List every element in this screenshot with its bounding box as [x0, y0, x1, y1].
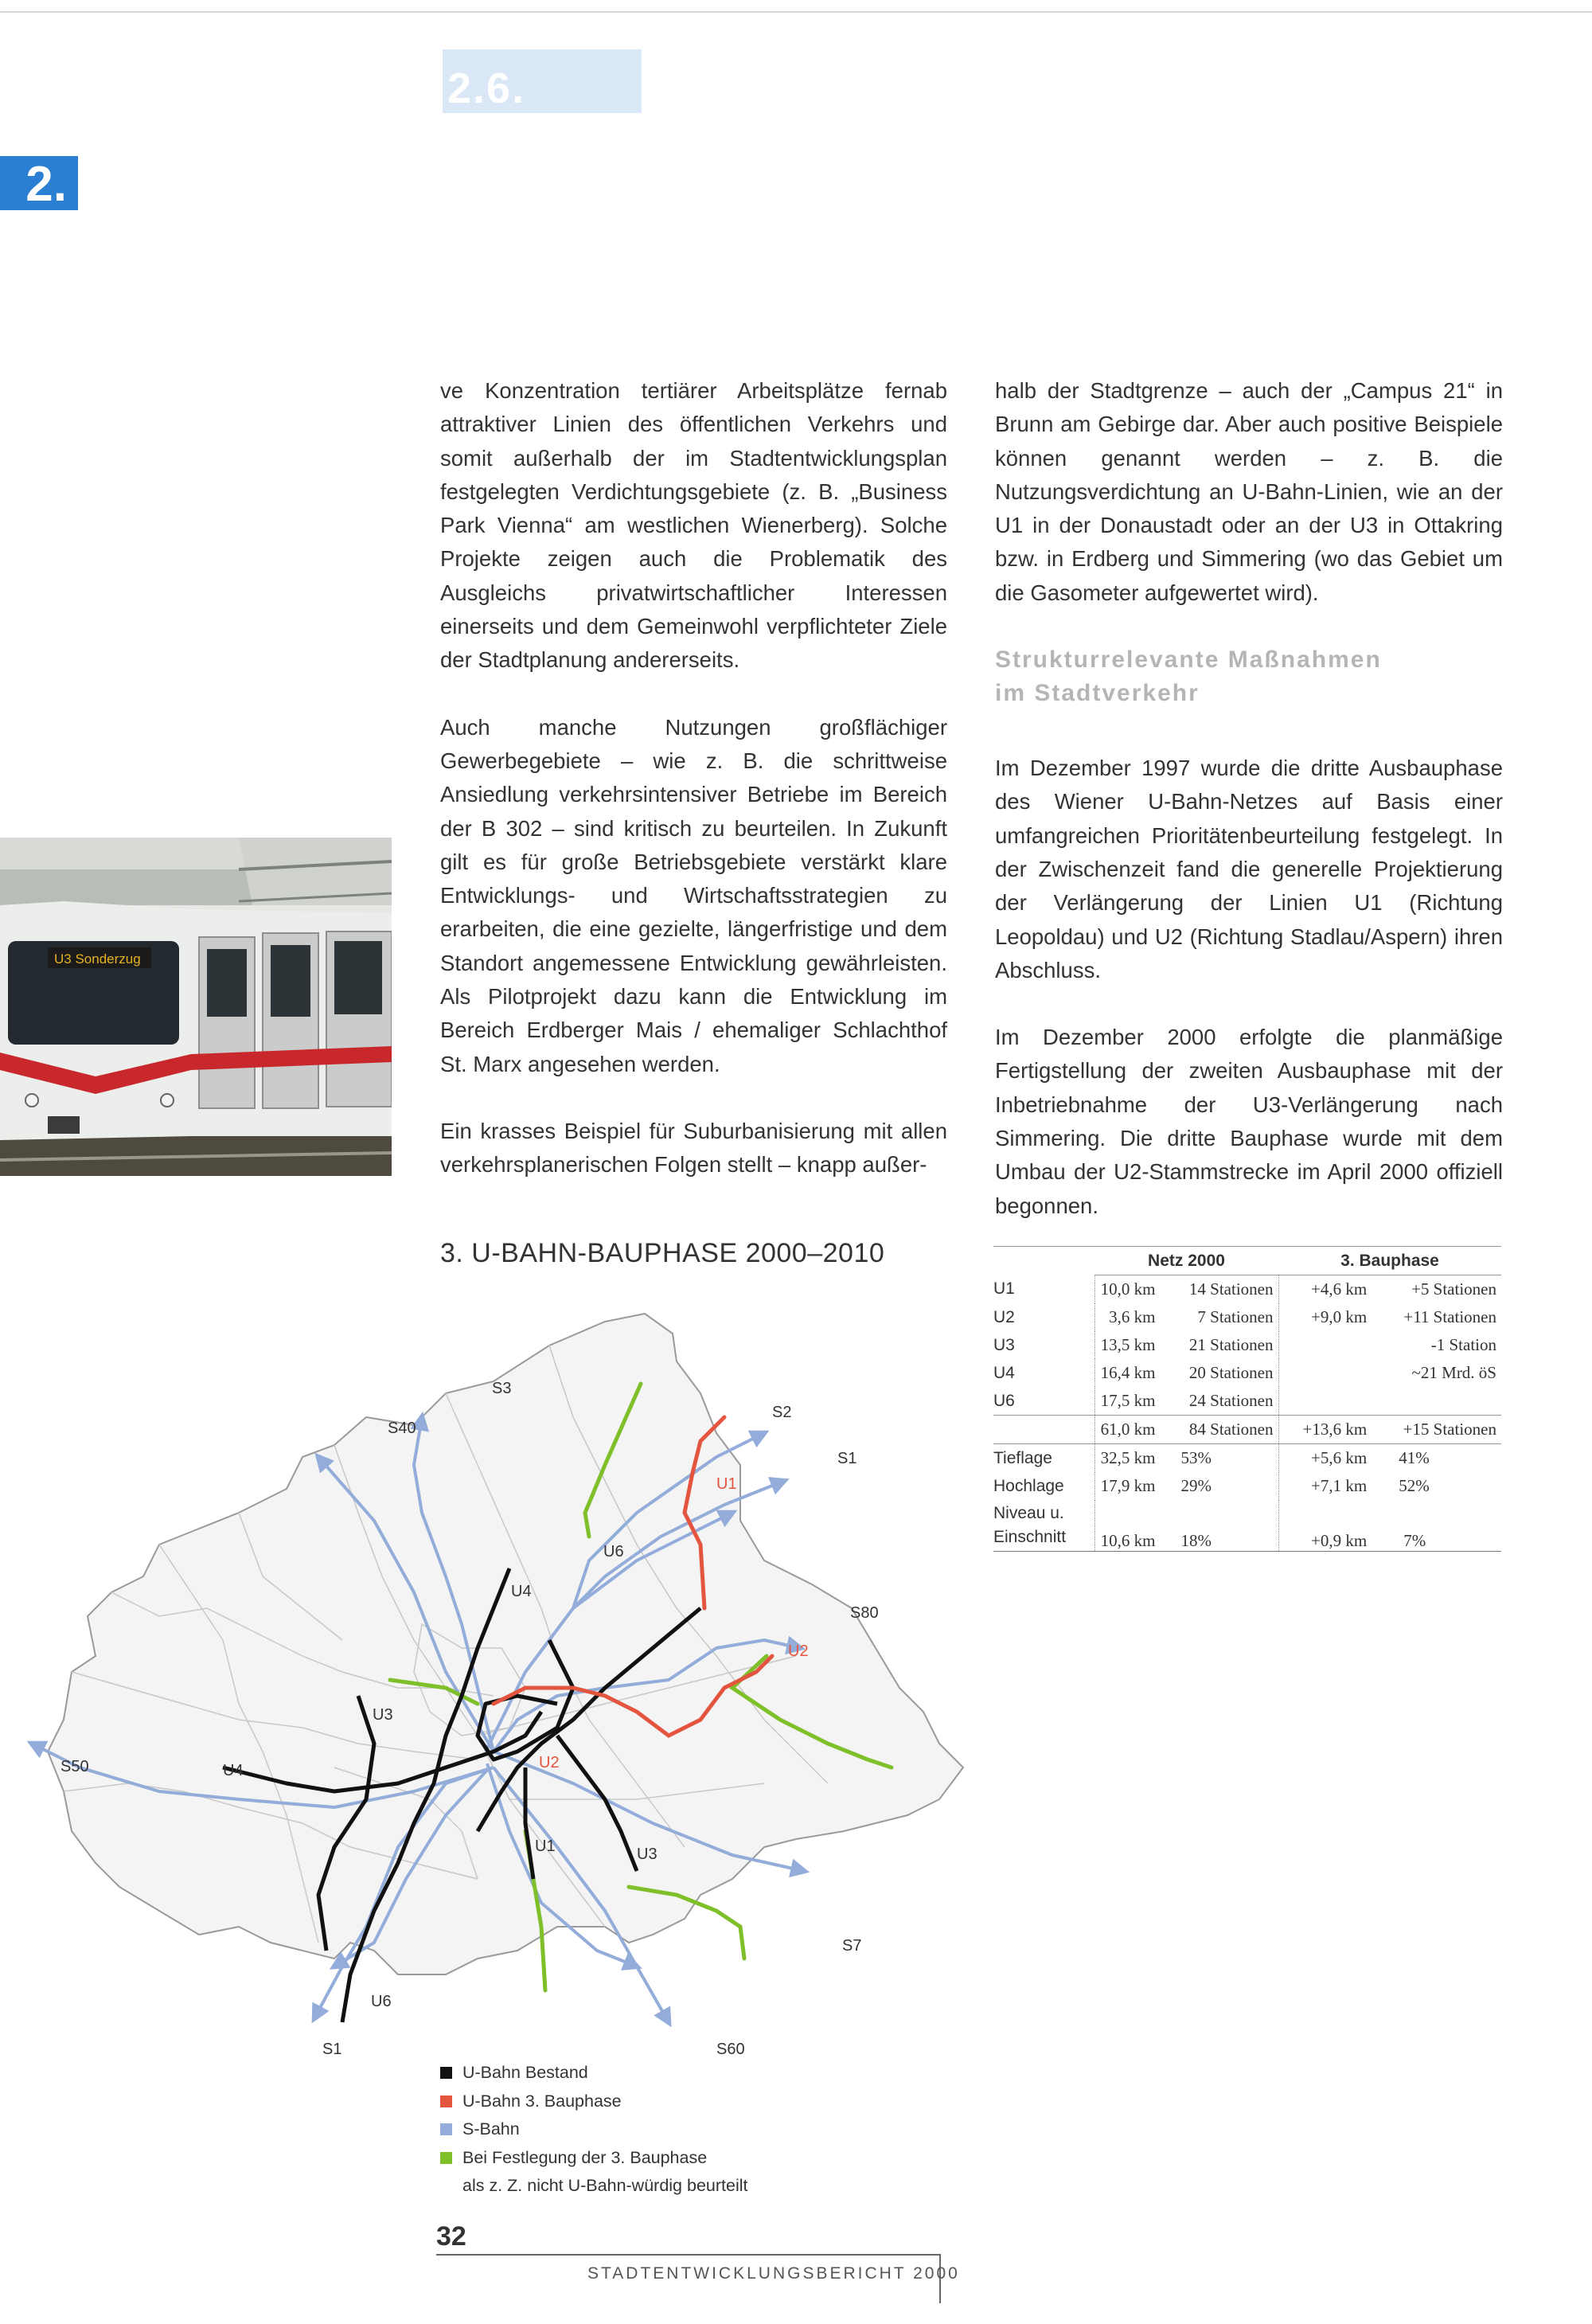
publication-title: STADTENTWICKLUNGSBERICHT 2000 [587, 2264, 960, 2283]
cell: 10,0 km [1094, 1275, 1161, 1304]
cell: +7,1 km [1278, 1472, 1372, 1500]
footer-rule [436, 2254, 939, 2256]
cell: +4,6 km [1278, 1275, 1372, 1304]
label-s1-south: S1 [322, 2041, 342, 2058]
row-label: Niveau u. Einschnitt [993, 1500, 1094, 1552]
row-label: U4 [993, 1363, 1015, 1382]
destination-sign: U3 Sonderzug [54, 951, 141, 967]
table-header-row [993, 1247, 1501, 1275]
legend-label: S-Bahn [462, 2119, 520, 2138]
ubahn-statistics-table [993, 1246, 1501, 1552]
row-label: U3 [993, 1335, 1015, 1354]
label-s40: S40 [388, 1420, 416, 1437]
paragraph: Im Dezember 2000 erfolgte die planmäßige Fertigstellung der zweiten Ausbauphase mit der Inbetriebnahme der U3-Verlängerung nach Simmering. Die dritte Bauphase wurde mit dem Umbau der U2-Stammstrecke im April 2000 offiziell begonnen. [995, 1025, 1503, 1218]
map-title: 3. U-BAHN-BAUPHASE 2000–2010 [440, 1238, 885, 1268]
paragraph: Ein krasses Beispiel für Suburbanisierung mit allen verkehrsplanerischen Folgen stellt – knapp außer- [440, 1118, 947, 1178]
paragraph: Im Dezember 1997 wurde die dritte Ausbauphase des Wiener U-Bahn-Netzes auf Basis einer umfangreichen Prioritätenbeurteilung festgelegt. In der Zwischenzeit fand die generelle Projektierung der Verlängerung der Linien U1 (Richtung Leopoldau) und U2 (Richtung Stadlau/Aspern) ihren Abschluss. [995, 756, 1503, 982]
cell: +9,0 km [1278, 1303, 1372, 1331]
row-label: U2 [993, 1307, 1015, 1326]
city-boundary [48, 1314, 963, 1974]
legend-swatch [440, 2067, 452, 2079]
cell: 53% [1180, 1448, 1212, 1467]
row-label: Hochlage [993, 1476, 1064, 1495]
label-u3-east: U3 [637, 1846, 657, 1863]
cell: 20 Stationen [1188, 1363, 1274, 1382]
label-u6-north: U6 [603, 1543, 624, 1560]
heading-line: Strukturrelevante Maßnahmen [995, 646, 1382, 674]
label-s80: S80 [850, 1604, 879, 1622]
legend-label: Bei Festlegung der 3. Bauphase [462, 2147, 708, 2167]
column-header-3-bauphase: 3. Bauphase [1278, 1247, 1501, 1275]
table-row [993, 1303, 1501, 1331]
legend-swatch [440, 2123, 452, 2135]
chapter-number: 2. [25, 157, 67, 212]
cell: 41% [1399, 1448, 1430, 1467]
top-rule [0, 11, 1592, 13]
table-row [993, 1500, 1501, 1552]
label-u4-north: U4 [511, 1583, 532, 1600]
page-number: 32 [436, 2221, 466, 2252]
section-number: 2.6. [447, 64, 526, 112]
table-row [993, 1331, 1501, 1359]
cell: +15 Stationen [1372, 1416, 1501, 1444]
cell [1278, 1331, 1372, 1359]
table-row [993, 1359, 1501, 1387]
cell: +5,6 km [1278, 1444, 1372, 1473]
label-s7: S7 [842, 1937, 862, 1955]
cell: +5 Stationen [1411, 1279, 1496, 1299]
cell: 3,6 km [1094, 1303, 1161, 1331]
cell: 61,0 km [1094, 1416, 1161, 1444]
column-header-netz-2000: Netz 2000 [1094, 1247, 1278, 1275]
cell: 32,5 km [1094, 1444, 1161, 1473]
row-label: U6 [993, 1391, 1015, 1410]
label-u6-south: U6 [371, 1993, 392, 2010]
label-u4-west: U4 [223, 1762, 244, 1779]
cell: 13,5 km [1094, 1331, 1161, 1359]
legend-swatch [440, 2096, 452, 2107]
paragraph: halb der Stadtgrenze – auch der „Campus 21“ in Brunn am Gebirge dar. Aber auch positive Beispiele können genannt werden – z. B. die Nutzungsverdichtung an U-Bahn-Linien, wie an der U1 in der Donaustadt oder an der U3 in Ottakring bzw. in Erdberg und Simmering (wo das Gebiet um die Gasometer aufgewertet wird). [995, 378, 1503, 605]
label-u3-west: U3 [373, 1706, 393, 1724]
cell: 24 Stationen [1188, 1391, 1274, 1410]
label-s50: S50 [60, 1758, 89, 1775]
cell [1372, 1387, 1501, 1416]
table-row [993, 1275, 1501, 1304]
legend-label: U-Bahn Bestand [462, 2063, 588, 2082]
cell: 14 Stationen [1188, 1279, 1274, 1299]
cell: 21 Stationen [1188, 1335, 1274, 1354]
cell: 29% [1180, 1476, 1212, 1495]
row-label: Tieflage [993, 1448, 1052, 1467]
heading-line: im Stadtverkehr [995, 680, 1200, 707]
cell: 84 Stationen [1161, 1416, 1279, 1444]
table-total-row [993, 1416, 1501, 1444]
cell: +0,9 km [1278, 1500, 1372, 1552]
cell: 18% [1161, 1500, 1279, 1552]
cell: 7% [1372, 1500, 1501, 1552]
label-u2-center: U2 [539, 1754, 560, 1771]
cell: -1 Station [1430, 1335, 1496, 1354]
legend-item [440, 2088, 747, 2116]
table-row [993, 1444, 1501, 1473]
cell: +11 Stationen [1403, 1307, 1496, 1326]
cell: 17,5 km [1094, 1387, 1161, 1416]
legend-label: als z. Z. nicht U-Bahn-würdig beurteilt [462, 2176, 748, 2195]
legend-item [440, 2059, 747, 2088]
map-legend [440, 2059, 747, 2201]
chapter-number-block [0, 156, 78, 210]
cell: 52% [1399, 1476, 1430, 1495]
cell: 7 Stationen [1197, 1307, 1274, 1326]
vienna-transit-map [0, 1274, 987, 2070]
cell [1278, 1387, 1372, 1416]
legend-label: U-Bahn 3. Bauphase [462, 2091, 622, 2111]
legend-item [440, 2144, 747, 2201]
cell: 16,4 km [1094, 1359, 1161, 1387]
paragraph: Auch manche Nutzungen großflächiger Gewerbegebiete – wie z. B. die schrittweise Ansiedlung verkehrsintensiver Betriebe im Bereich der B 302 – sind kritisch zu beurteilen. In Zukunft gilt es für große Betriebsgebiete verstärkt klare Entwicklungs- und Wirtschaftsstrategien zu erarbeiten, die eine gezielte, längerfristige und dem Standort angemessene Entwicklung gewährleisten. Als Pilotprojekt dazu kann die Entwicklung im Bereich Erdberger Mais / ehemaliger Schlachthof St. Marx angesehen werden. [440, 714, 947, 1076]
text-column-right [995, 374, 1503, 1223]
cell: 17,9 km [1094, 1472, 1161, 1500]
cell: ~21 Mrd. öS [1411, 1363, 1496, 1382]
label-s1: S1 [837, 1450, 857, 1467]
paragraph: ve Konzentration tertiärer Arbeitsplätze fernab attraktiver Linien des öffentlichen Verkehrs und somit außerhalb der im Stadtentwicklungsplan festgelegten Verdichtungsgebiete (z. B. „Business Park Vienna“ am westlichen Wienerberg). Solche Projekte zeigen auch die Problematik des Ausgleichs privatwirtschaftlicher Interessen einerseits und dem Gemeinwohl verpflichteter Ziele der Stadtplanung andererseits. [440, 378, 947, 673]
cell: +13,6 km [1278, 1416, 1372, 1444]
table-row [993, 1472, 1501, 1500]
legend-swatch [440, 2152, 452, 2164]
label-u1-south: U1 [535, 1838, 556, 1855]
legend-item [440, 2115, 747, 2144]
cell [1278, 1359, 1372, 1387]
section-heading [995, 643, 1503, 710]
label-u1-red: U1 [716, 1475, 737, 1493]
subway-train-photo [0, 838, 392, 1176]
cell: 10,6 km [1094, 1500, 1161, 1552]
text-column-left [440, 374, 947, 1182]
label-s3: S3 [492, 1380, 512, 1397]
row-label: U1 [993, 1279, 1015, 1299]
section-number-block [443, 49, 642, 113]
label-s60: S60 [716, 2041, 745, 2058]
label-s2: S2 [772, 1404, 792, 1421]
label-u2-red: U2 [788, 1642, 809, 1660]
table-row [993, 1387, 1501, 1416]
